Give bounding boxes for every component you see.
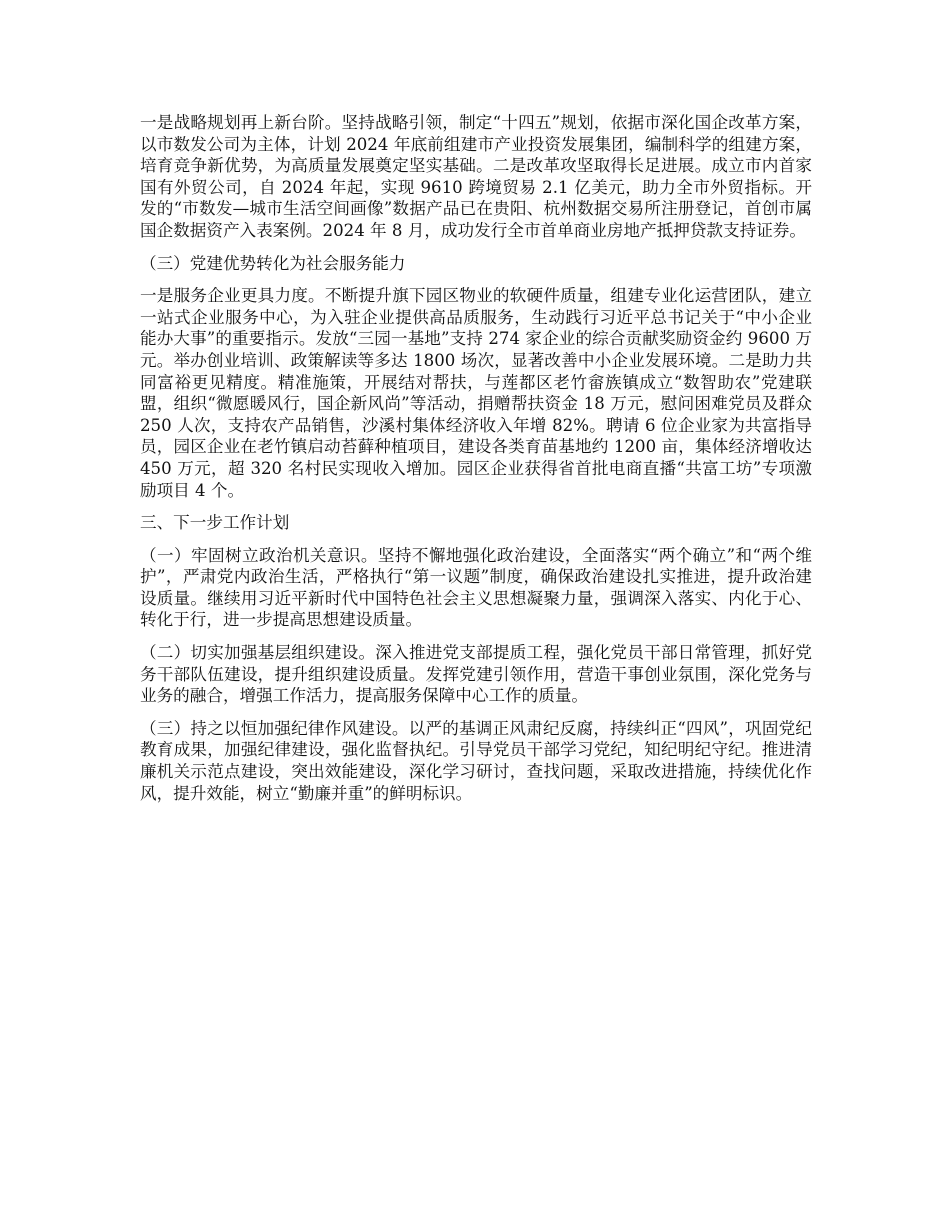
- section-heading-party-building-service: （三）党建优势转化为社会服务能力: [140, 253, 406, 273]
- paragraph-discipline-style: （三）持之以恒加强纪律作风建设。以严的基调正风肃纪反腐，持续纠正“四风”，巩固党纪教育成果，加强纪律建设，强化监督执纪。引导党员干部学习党纪，知纪明纪守纪。推进清廉机关示范点建设，突出效能建设，深化学习研讨，查找问题，采取改进措施，持续优化作风，提升效能，树立“勤廉并重”的鲜明标识。: [140, 718, 812, 803]
- paragraph-enterprise-service: 一是服务企业更具力度。不断提升旗下园区物业的软硬件质量，组建专业化运营团队，建立一站式企业服务中心，为入驻企业提供高品质服务，生动践行习近平总书记关于“中小企业能办大事”的重要指示。发放“三园一基地”支持 274 家企业的综合贡献奖励资金约 9600 万元。举办创业培训、政策解读等多达 1800 场次，显著改善中小企业发展环境。二是助力共同富裕更见精度。精准施策，开展结对帮扶，与莲都区老竹畲族镇成立“数智助农”党建联盟，组织“微愿暖风行，国企新风尚”等活动，捐赠帮扶资金 18 万元，慰问困难党员及群众 250 人次，支持农产品销售，沙溪村集体经济收入年增 82%。聘请 6 位企业家为共富指导员，园区企业在老竹镇启动苔藓种植项目，建设各类育苗基地约 1200 亩，集体经济增收达 450 万元，超 320 名村民实现收入增加。园区企业获得省首批电商直播“共富工坊”专项激励项目 4 个。: [140, 286, 812, 500]
- paragraph-grassroots-organization: （二）切实加强基层组织建设。深入推进党支部提质工程，强化党员干部日常管理，抓好党务干部队伍建设，提升组织建设质量。发挥党建引领作用，营造干事创业氛围，深化党务与业务的融合，增强工作活力，提高服务保障中心工作的质量。: [140, 643, 812, 706]
- paragraph-strategy-reform: 一是战略规划再上新台阶。坚持战略引领，制定“十四五”规划，依据市深化国企改革方案，以市数发公司为主体，计划 2024 年底前组建市产业投资发展集团，编制科学的组建方案，培育竞争新优势，为高质量发展奠定坚实基础。二是改革攻坚取得长足进展。成立市内首家国有外贸公司，自 2024 年起，实现 9610 跨境贸易 2.1 亿美元，助力全市外贸指标。开发的“市数发—城市生活空间画像”数据产品已在贵阳、杭州数据交易所注册登记，首创市属国企数据资产入表案例。2024 年 8 月，成功发行全市首单商业房地产抵押贷款支持证券。: [140, 113, 812, 240]
- document-page: [140, 112, 812, 815]
- paragraph-political-awareness: （一）牢固树立政治机关意识。坚持不懈地强化政治建设，全面落实“两个确立”和“两个维护”，严肃党内政治生活，严格执行“第一议题”制度，确保政治建设扎实推进，提升政治建设质量。继续用习近平新时代中国特色社会主义思想凝聚力量，强调深入落实、内化于心、转化于行，进一步提高思想建设质量。: [140, 545, 812, 630]
- section-heading-next-steps: 三、下一步工作计划: [140, 513, 290, 533]
